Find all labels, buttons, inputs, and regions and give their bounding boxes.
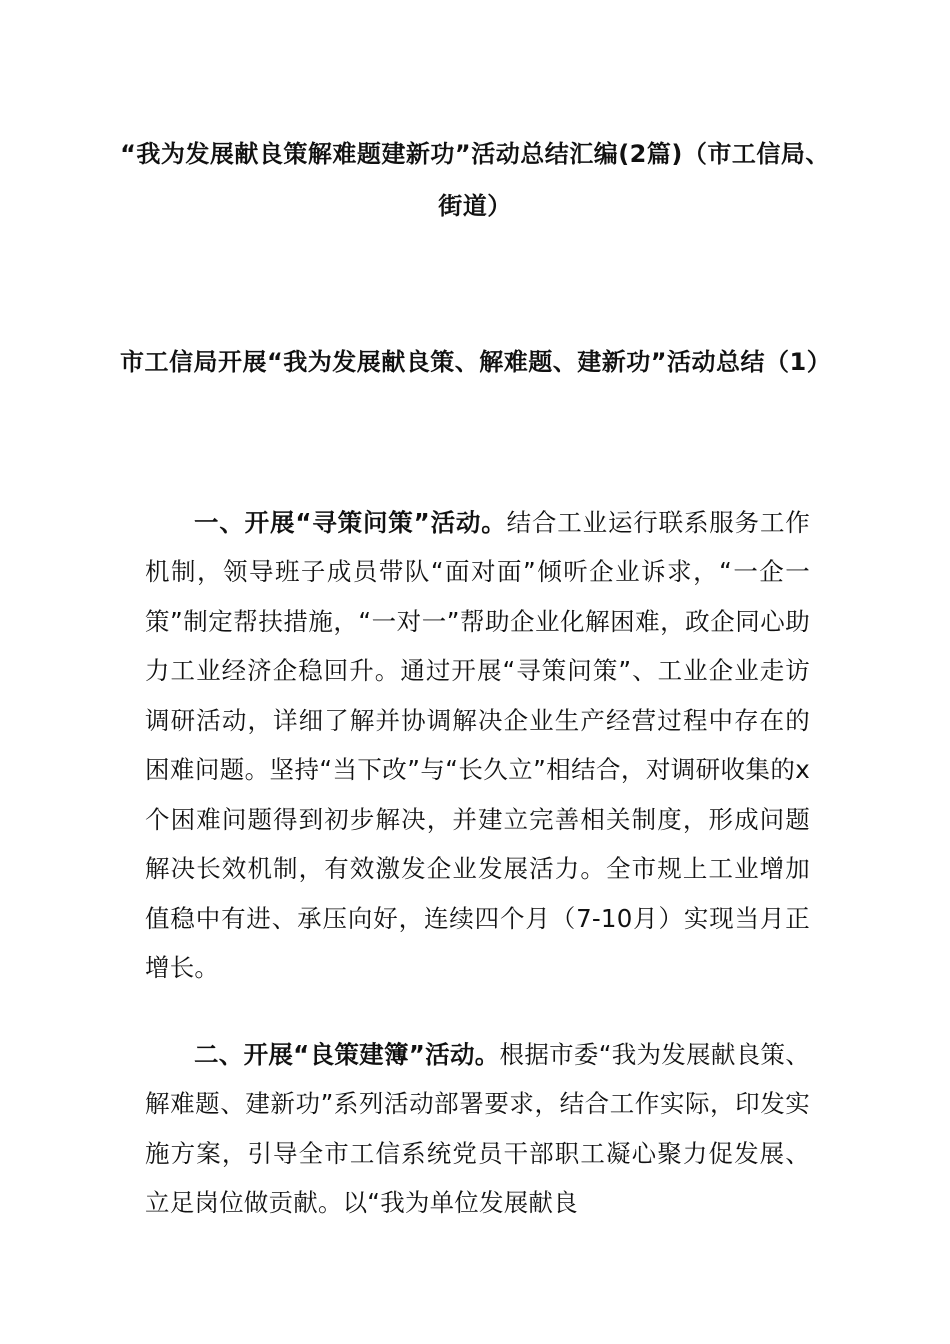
paragraph-1 [145,498,810,993]
section-title: 市工信局开展“我为发展献良策、解难题、建新功”活动总结（1） [120,348,832,376]
paragraph-2-body: 根据市委“我为发展献良策、解难题、建新功”系列活动部署要求，结合工作实际，印发实施方案，引导全市工信系统党员干部职工凝心聚力促发展、立足岗位做贡献。以“我为单位发展献良 [145,1039,810,1217]
paragraph-2-lead: 二、开展“良策建簿”活动。 [194,1039,500,1069]
document-title: “我为发展献良策解难题建新功”活动总结汇编(2篇)（市工信局、街道） [120,140,830,220]
paragraph-1-body: 结合工业运行联系服务工作机制，领导班子成员带队“面对面”倾听企业诉求，“一企一策”制定帮扶措施，“一对一”帮助企业化解困难，政企同心助力工业经济企稳回升。通过开展“寻策问策”、工业企业走访调研活动，详细了解并协调解决企业生产经营过程中存在的困难问题。坚持“当下改”与“长久立”相结合，对调研收集的x个困难问题得到初步解决，并建立完善相关制度，形成问题解决长效机制，有效激发企业发展活力。全市规上工业增加值稳中有进、承压向好，连续四个月（7-10月）实现当月正增长。 [145,507,810,982]
paragraph-1-lead: 一、开展“寻策问策”活动。 [194,507,507,537]
paragraph-2 [145,1030,810,1228]
